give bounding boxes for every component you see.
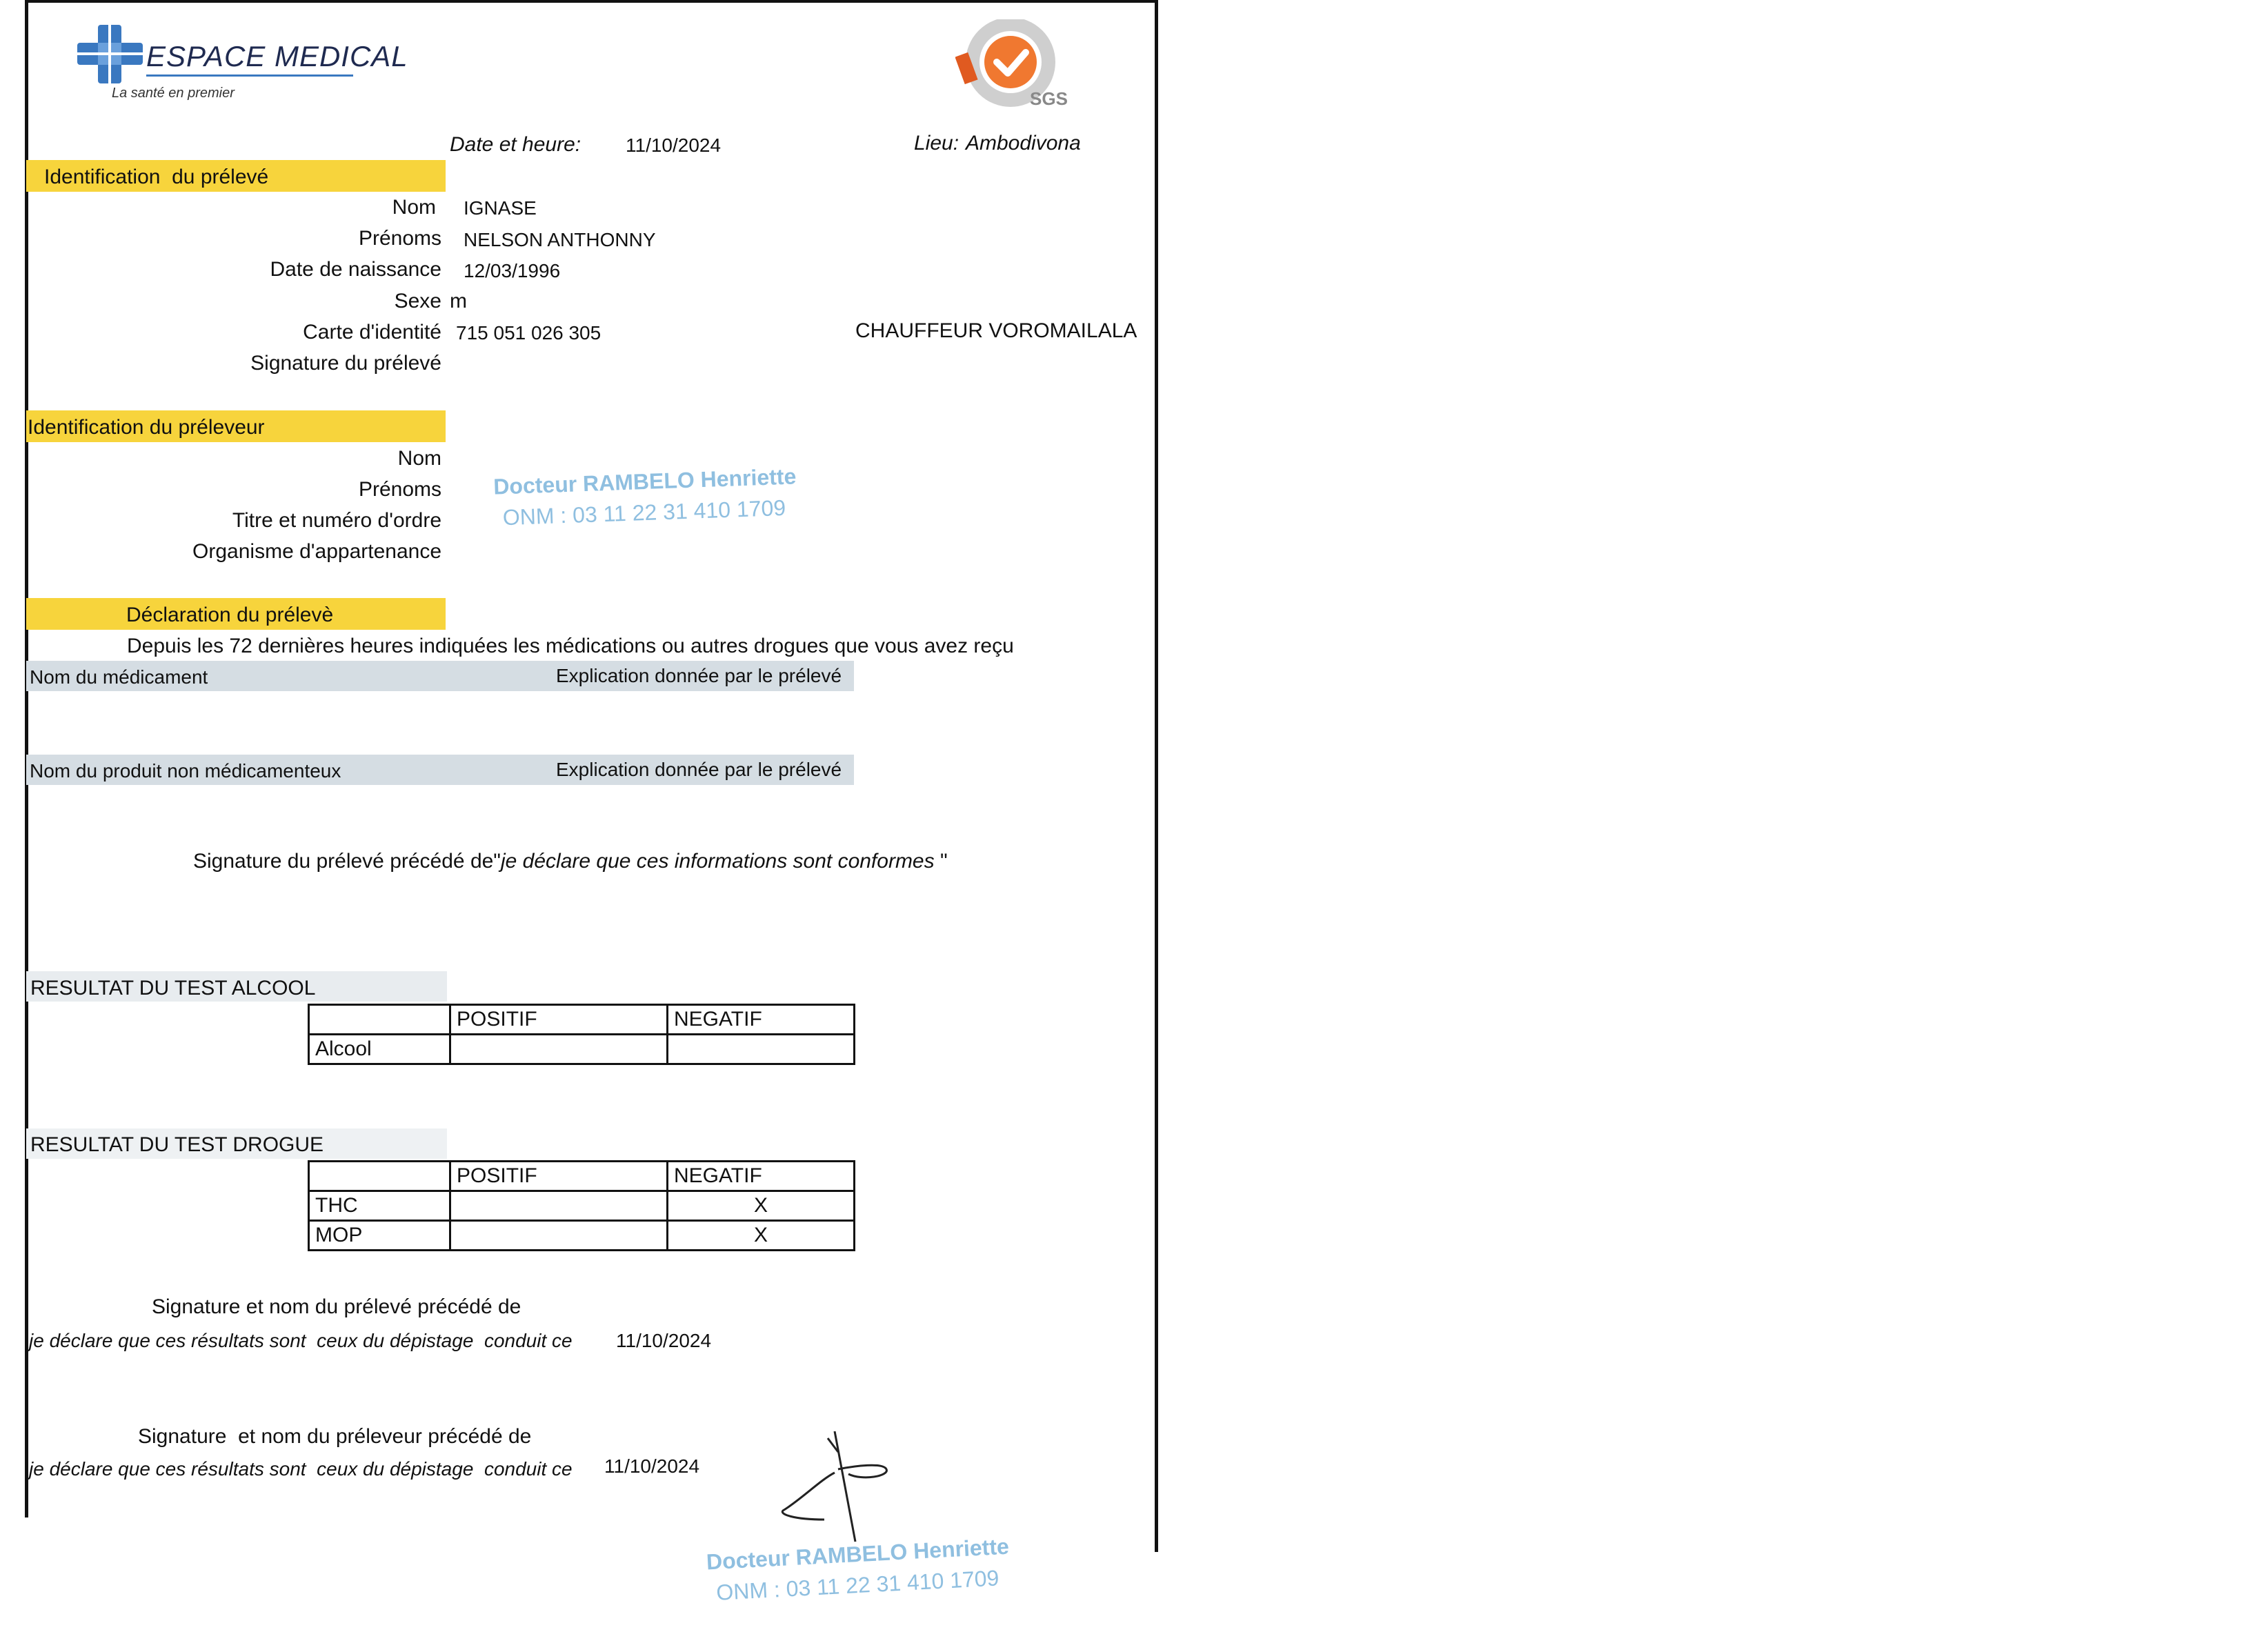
preleveur-label-titre: Titre et numéro d'ordre (232, 509, 441, 532)
declaration-intro: Depuis les 72 dernières heures indiquées les médications ou autres drogues que vous avez reçu (127, 635, 1014, 657)
field-value-carte-identite: 715 051 026 305 (456, 322, 601, 344)
alcool-row-name: Alcool (309, 1035, 450, 1064)
preleve-signature-date: 11/10/2024 (616, 1330, 712, 1351)
drogue-row-thc-neg: X (668, 1191, 855, 1221)
field-label-carte-identite: Carte d'identité (303, 321, 441, 344)
brand-tagline: La santé en premier (112, 86, 235, 101)
field-value-nom: IGNASE (464, 197, 537, 219)
drogue-title: RESULTAT DU TEST DROGUE (30, 1133, 324, 1156)
preleve-signature-declaration: je déclare que ces résultats sont ceux du dépistage conduit ce (29, 1330, 573, 1351)
handwritten-signature (773, 1431, 911, 1555)
drogue-row-mop-pos (450, 1221, 668, 1251)
preleveur-label-prenoms: Prénoms (358, 478, 441, 501)
page-right-border (1155, 0, 1158, 1552)
preleve-signature-title: Signature et nom du prélevé précédé de (152, 1295, 521, 1318)
preleveur-label-organisme: Organisme d'appartenance (192, 540, 441, 563)
brand-underline (146, 74, 353, 77)
field-label-date-naissance: Date de naissance (270, 258, 441, 281)
medication-header-right: Explication donnée par le prélevé (556, 665, 842, 686)
drogue-row-mop-name: MOP (309, 1221, 450, 1251)
field-value-prenoms: NELSON ANTHONNY (464, 229, 656, 250)
stamp-line-1: Docteur RAMBELO Henriette (493, 464, 797, 499)
drogue-col-negatif: NEGATIF (668, 1162, 855, 1191)
preleveur-signature-title: Signature et nom du préleveur précédé de (138, 1425, 532, 1448)
date-label: Date et heure: (450, 133, 581, 156)
date-value: 11/10/2024 (626, 135, 722, 156)
field-label-signature-preleve: Signature du prélevé (250, 352, 441, 375)
declaration-signature-prefix: Signature du prélevé précédé de" (193, 850, 501, 873)
occupation: CHAUFFEUR VOROMAILALA (855, 319, 1137, 342)
page-top-border (25, 0, 1158, 3)
drogue-col-positif: POSITIF (450, 1162, 668, 1191)
drogue-row-thc-pos (450, 1191, 668, 1221)
drogue-result-table (308, 1160, 855, 1251)
stamp-line-2: ONM : 03 11 22 31 410 1709 (502, 495, 786, 530)
brand-name: ESPACE MEDICAL (146, 40, 408, 72)
preleveur-label-nom: Nom (397, 447, 441, 470)
medical-cross-icon (77, 25, 143, 83)
declaration-signature-line (193, 851, 948, 872)
table-row (309, 1191, 855, 1221)
table-row (309, 1005, 855, 1035)
alcool-row-neg (668, 1035, 855, 1064)
drogue-row-mop-neg: X (668, 1221, 855, 1251)
section-title-declaration: Déclaration du prélevè (126, 604, 334, 626)
medication-header-left: Nom du médicament (30, 666, 208, 688)
declaration-signature-suffix: " (934, 850, 948, 873)
doctor-stamp-bottom (706, 1534, 1011, 1606)
preleveur-signature-declaration: je déclare que ces résultats sont ceux du dépistage conduit ce (29, 1458, 573, 1480)
field-label-prenoms: Prénoms (358, 227, 441, 250)
espace-medical-logo (77, 25, 408, 108)
field-label-nom: Nom (392, 196, 436, 219)
alcool-corner-cell (309, 1005, 450, 1035)
alcool-col-negatif: NEGATIF (668, 1005, 855, 1035)
drogue-corner-cell (309, 1162, 450, 1191)
product-header-right: Explication donnée par le prélevé (556, 759, 842, 780)
table-row (309, 1221, 855, 1251)
drogue-row-thc-name: THC (309, 1191, 450, 1221)
alcool-result-table (308, 1004, 855, 1065)
field-value-sexe: m (450, 290, 467, 312)
sgs-certification-badge (955, 19, 1066, 112)
place-value: Ambodivona (966, 132, 1081, 155)
section-title-preleve: Identification du prélevé (44, 166, 269, 188)
place-label: Lieu: (914, 132, 959, 155)
table-row (309, 1162, 855, 1191)
field-label-sexe: Sexe (394, 290, 441, 312)
bottom-stamp-line-2: ONM : 03 11 22 31 410 1709 (715, 1565, 1000, 1605)
field-value-date-naissance: 12/03/1996 (464, 260, 561, 281)
alcool-row-pos (450, 1035, 668, 1064)
doctor-stamp-top (493, 464, 798, 530)
alcool-title: RESULTAT DU TEST ALCOOL (30, 977, 316, 999)
preleveur-signature-date: 11/10/2024 (604, 1455, 700, 1477)
bottom-stamp-line-1: Docteur RAMBELO Henriette (706, 1533, 1010, 1575)
product-header-left: Nom du produit non médicamenteux (30, 760, 341, 782)
sgs-label: SGS (1030, 88, 1068, 109)
alcool-col-positif: POSITIF (450, 1005, 668, 1035)
table-row (309, 1035, 855, 1064)
section-title-preleveur: Identification du préleveur (28, 416, 265, 439)
declaration-signature-quote: je déclare que ces informations sont conformes (500, 850, 935, 873)
